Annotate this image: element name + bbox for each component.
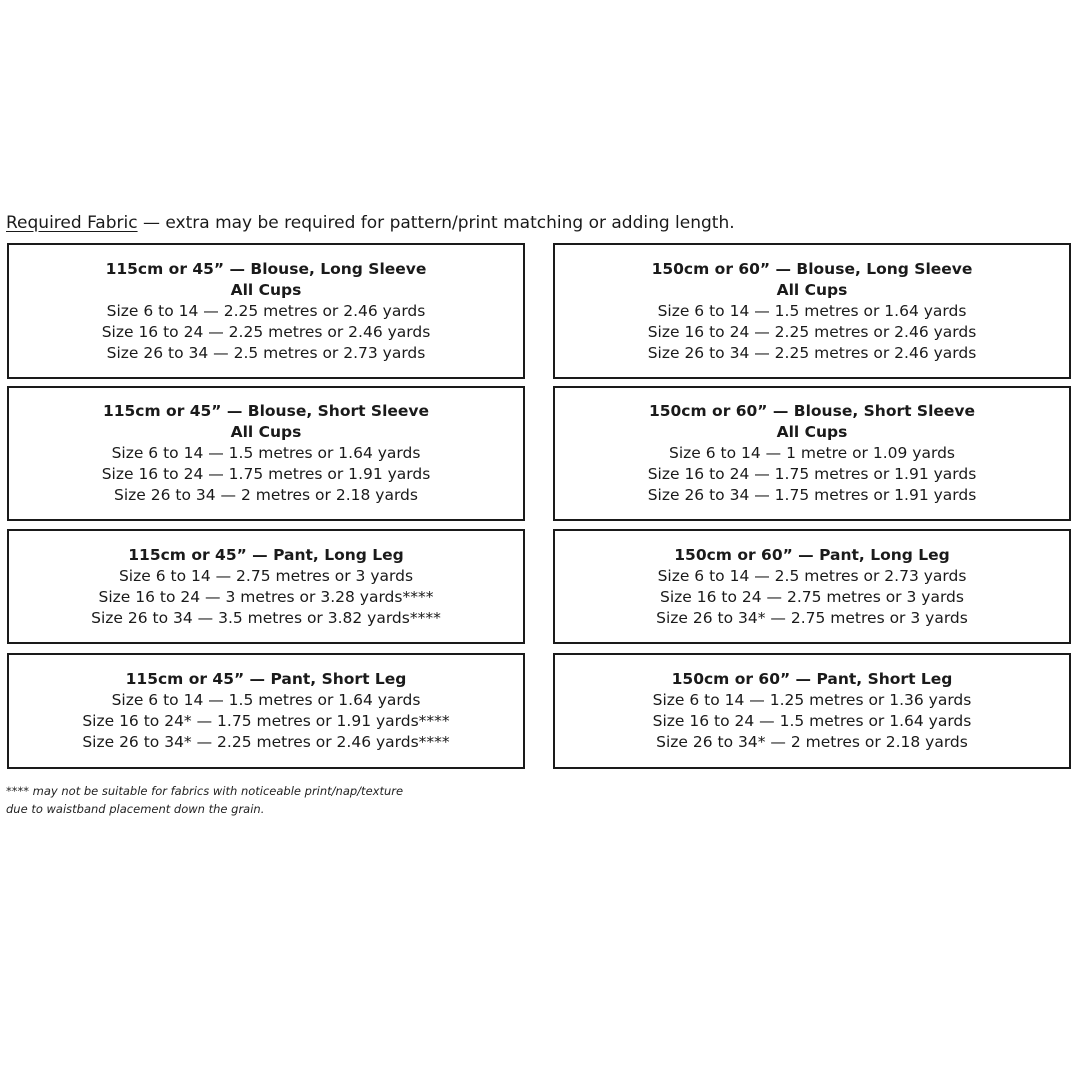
box-subtitle: All Cups xyxy=(230,280,302,299)
size-row: Size 6 to 14 — 1.25 metres or 1.36 yards xyxy=(652,691,972,709)
size-row: Size 6 to 14 — 1.5 metres or 1.64 yards xyxy=(657,301,967,320)
footnote xyxy=(6,782,403,818)
box-title: 115cm or 45” — Pant, Long Leg xyxy=(128,545,404,564)
size-row: Size 26 to 34 — 2.5 metres or 2.73 yards xyxy=(106,343,426,362)
fabric-box-150-blouse-short-sleeve xyxy=(553,386,1071,521)
box-title: 115cm or 45” — Blouse, Long Sleeve xyxy=(105,259,427,278)
required-fabric-intro xyxy=(6,211,735,235)
size-row: Size 16 to 24 — 1.75 metres or 1.91 yards xyxy=(101,465,431,483)
size-row: Size 6 to 14 — 1.5 metres or 1.64 yards xyxy=(111,444,421,462)
fabric-box-115-pant-long-leg xyxy=(7,529,525,644)
fabric-box-150-pant-long-leg xyxy=(553,529,1071,644)
footnote-line: **** may not be suitable for fabrics with noticeable print/nap/texture xyxy=(6,784,404,798)
size-row: Size 6 to 14 — 2.75 metres or 3 yards xyxy=(118,566,414,585)
size-row: Size 16 to 24 — 2.25 metres or 2.46 yards xyxy=(647,322,977,341)
size-row: Size 6 to 14 — 1 metre or 1.09 yards xyxy=(668,444,955,462)
box-title: 150cm or 60” — Pant, Long Leg xyxy=(674,545,950,564)
size-row: Size 16 to 24 — 1.5 metres or 1.64 yards xyxy=(652,712,972,730)
size-row: Size 16 to 24 — 3 metres or 3.28 yards**** xyxy=(98,587,434,606)
size-row: Size 26 to 34 — 2 metres or 2.18 yards xyxy=(114,486,418,504)
size-row: Size 26 to 34 — 1.75 metres or 1.91 yards xyxy=(647,486,977,504)
box-title: 150cm or 60” — Pant, Short Leg xyxy=(671,670,953,688)
box-title: 115cm or 45” — Pant, Short Leg xyxy=(125,670,407,688)
size-row: Size 26 to 34 — 2.25 metres or 2.46 yards xyxy=(647,343,977,362)
size-row: Size 26 to 34* — 2.25 metres or 2.46 yards**** xyxy=(82,733,450,751)
fabric-box-115-blouse-short-sleeve xyxy=(7,386,525,521)
size-row: Size 6 to 14 — 2.25 metres or 2.46 yards xyxy=(106,301,426,320)
size-row: Size 16 to 24* — 1.75 metres or 1.91 yards**** xyxy=(82,712,450,730)
required-fabric-heading: Required Fabric xyxy=(6,213,138,233)
box-subtitle: All Cups xyxy=(230,423,302,441)
size-row: Size 6 to 14 — 1.5 metres or 1.64 yards xyxy=(111,691,421,709)
footnote-line: due to waistband placement down the grain. xyxy=(6,802,265,816)
box-title: 150cm or 60” — Blouse, Long Sleeve xyxy=(651,259,973,278)
box-title: 150cm or 60” — Blouse, Short Sleeve xyxy=(648,402,976,420)
size-row: Size 26 to 34* — 2 metres or 2.18 yards xyxy=(656,733,968,751)
size-row: Size 26 to 34 — 3.5 metres or 3.82 yards**** xyxy=(91,608,441,627)
required-fabric-note: — extra may be required for pattern/print matching or adding length. xyxy=(137,213,735,233)
fabric-box-150-pant-short-leg xyxy=(553,653,1071,769)
size-row: Size 26 to 34* — 2.75 metres or 3 yards xyxy=(656,608,968,627)
size-row: Size 16 to 24 — 2.25 metres or 2.46 yards xyxy=(101,322,431,341)
fabric-box-115-blouse-long-sleeve xyxy=(7,243,525,379)
fabric-box-115-pant-short-leg xyxy=(7,653,525,769)
size-row: Size 16 to 24 — 1.75 metres or 1.91 yards xyxy=(647,465,977,483)
size-row: Size 6 to 14 — 2.5 metres or 2.73 yards xyxy=(657,566,967,585)
box-subtitle: All Cups xyxy=(776,280,848,299)
size-row: Size 16 to 24 — 2.75 metres or 3 yards xyxy=(660,587,964,606)
box-title: 115cm or 45” — Blouse, Short Sleeve xyxy=(102,402,430,420)
fabric-box-150-blouse-long-sleeve xyxy=(553,243,1071,379)
box-subtitle: All Cups xyxy=(776,423,848,441)
